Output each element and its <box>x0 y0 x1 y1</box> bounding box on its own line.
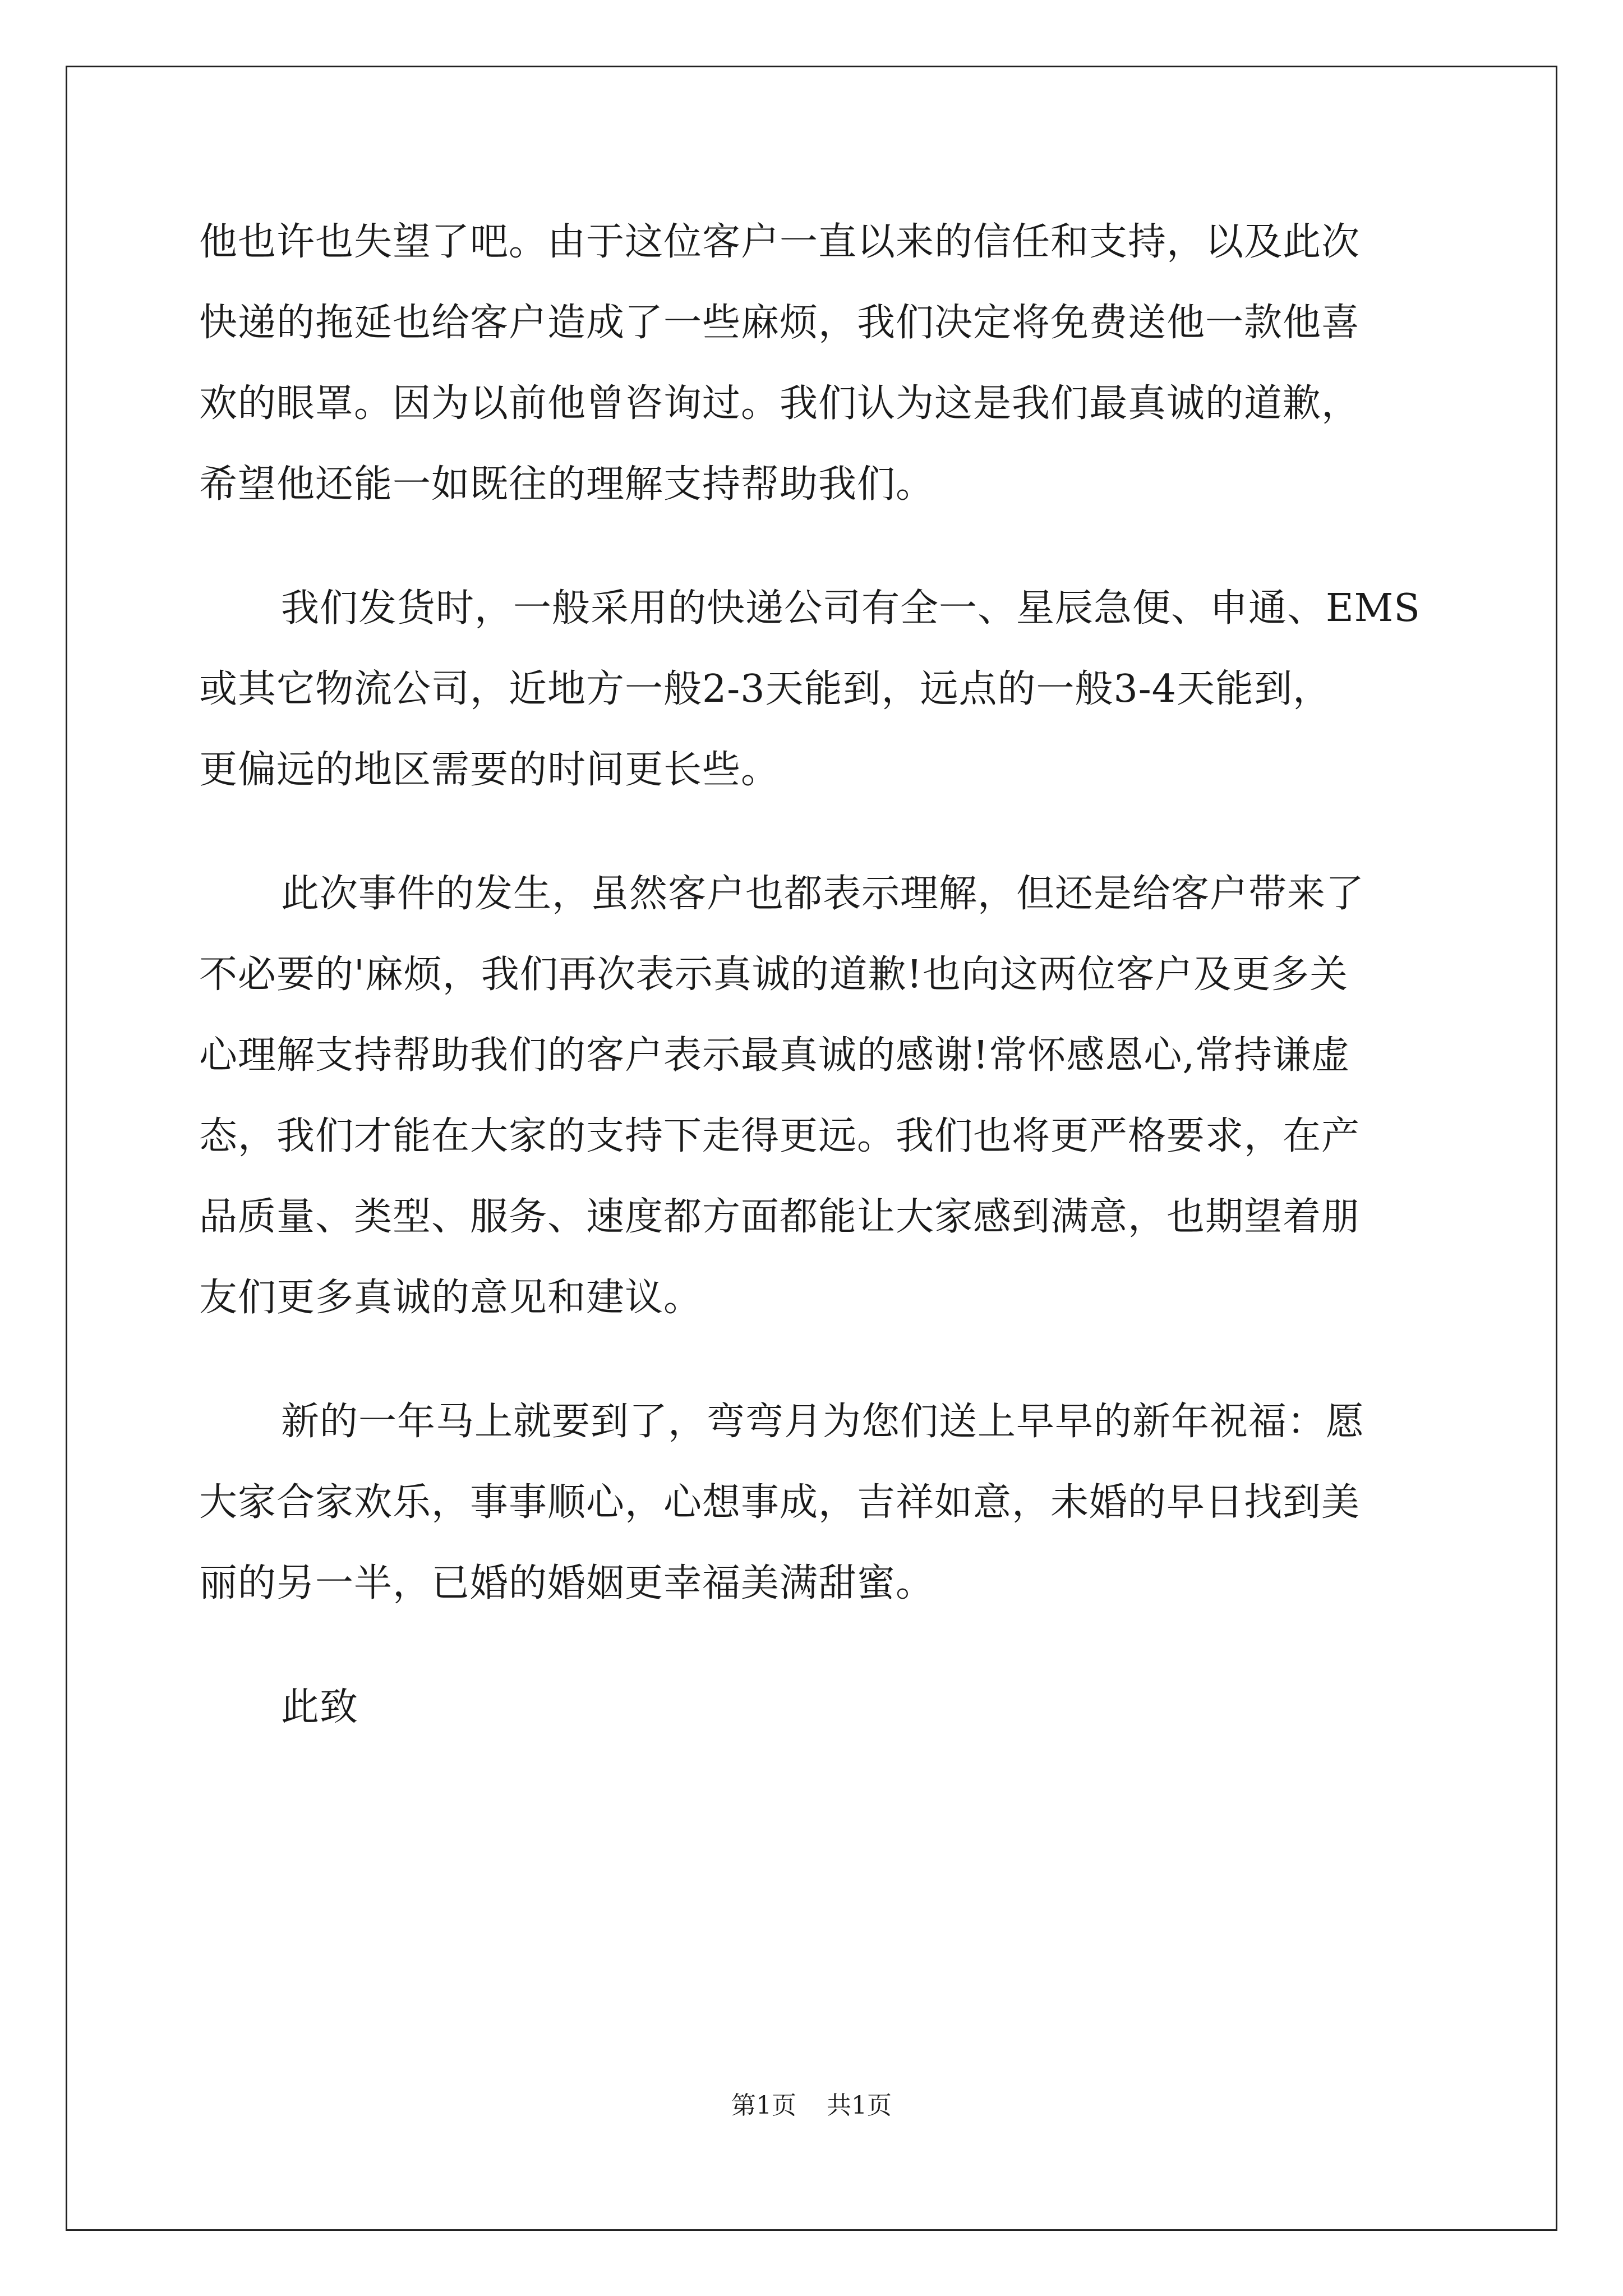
page-footer <box>0 2089 1623 2123</box>
text-line: 心理解支持帮助我们的客户表示最真诚的感谢!常怀感恩心,常持谦虚 <box>199 1033 1350 1078</box>
text-line: 此次事件的发生，虽然客户也都表示理解，但还是给客户带来了 <box>281 872 1365 916</box>
paragraph-4 <box>199 1382 1436 1624</box>
paragraph-1 <box>199 202 1436 525</box>
closing-salutation: 此致 <box>281 1685 359 1729</box>
text-line: 新的一年马上就要到了，弯弯月为您们送上早早的新年祝福：愿 <box>281 1400 1365 1444</box>
text-line: 更偏远的地区需要的时间更长些。 <box>199 748 780 792</box>
document-body <box>199 202 1436 1748</box>
text-line: 大家合家欢乐，事事顺心，心想事成，吉祥如意，未婚的早日找到美 <box>199 1480 1361 1525</box>
text-line: 友们更多真诚的意见和建议。 <box>199 1276 703 1320</box>
page-total: 共1页 <box>827 2091 892 2120</box>
text-line: 态，我们才能在大家的支持下走得更远。我们也将更严格要求，在产 <box>199 1114 1361 1158</box>
paragraph-3 <box>199 854 1436 1338</box>
text-line: 希望他还能一如既往的理解支持帮助我们。 <box>199 462 935 507</box>
paragraph-5 <box>199 1667 1436 1748</box>
paragraph-2 <box>199 568 1436 811</box>
text-line: 品质量、类型、服务、速度都方面都能让大家感到满意，也期望着朋 <box>199 1195 1361 1239</box>
text-line: 我们发货时，一般采用的快递公司有全一、星辰急便、申通、EMS <box>281 586 1421 631</box>
text-line: 或其它物流公司，近地方一般2-3天能到，远点的一般3-4天能到， <box>199 667 1332 711</box>
page-number: 第1页 <box>731 2091 796 2120</box>
text-line: 不必要的'麻烦，我们再次表示真诚的道歉!也向这两位客户及更多关 <box>199 953 1349 997</box>
text-line: 快递的拖延也给客户造成了一些麻烦，我们决定将免费送他一款他喜 <box>199 301 1361 345</box>
text-line: 他也许也失望了吧。由于这位客户一直以来的信任和支持，以及此次 <box>199 220 1361 264</box>
text-line: 丽的另一半，已婚的婚姻更幸福美满甜蜜。 <box>199 1561 935 1605</box>
text-line: 欢的眼罩。因为以前他曾咨询过。我们认为这是我们最真诚的道歉， <box>199 381 1361 426</box>
